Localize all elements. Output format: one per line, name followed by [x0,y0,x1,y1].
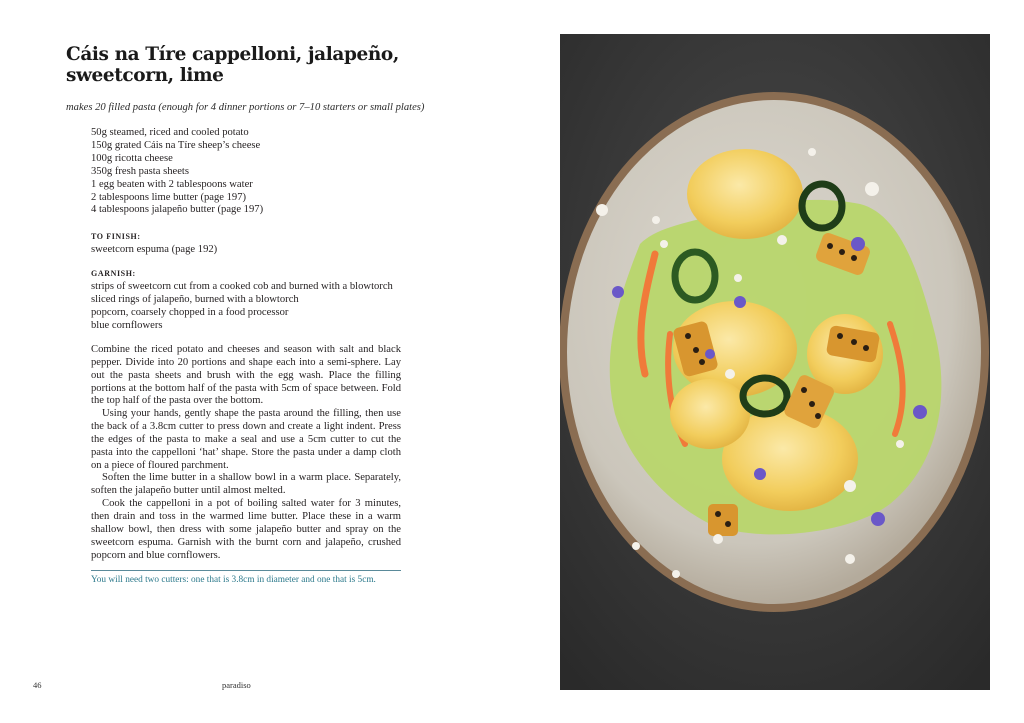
running-head: paradiso [222,680,251,690]
ingredient-item: 150g grated Cáis na Tíre sheep’s cheese [91,139,261,151]
ingredient-item: 2 tablespoons lime butter (page 197) [91,191,247,203]
ingredient-item: 100g ricotta cheese [91,152,173,164]
garnish-item: strips of sweetcorn cut from a cooked cob and burned with a blowtorch [91,280,393,292]
garnish-item: blue cornflowers [91,319,163,331]
method-text [91,344,401,562]
page-number: 46 [33,680,42,690]
to-finish-item: sweetcorn espuma (page 192) [91,243,218,255]
to-finish-section [91,231,217,257]
cappelloni [670,379,750,449]
cutter-tip: You will need two cutters: one that is 3.8cm in diameter and one that is 5cm. [91,575,376,585]
method-paragraph: Combine the riced potato and cheeses and season with salt and black pepper. Divide into 20 portions and shape each into a semi-sphere. Lay out the pasta sheets and brush with the egg wash. Place the filling portions at the bottom half of the pasta with 5cm of space between. Fold the top half of the pasta over the bottom. [91,344,401,407]
garnish-item: sliced rings of jalapeño, burned with a blowtorch [91,293,299,305]
method-paragraph: Cook the cappelloni in a pot of boiling salted water for 3 minutes, then drain and toss in the warmed lime butter. Place these in a warm shallow bowl, then dress with some jalapeño butter and spray on the sweetcorn espuma. Garnish with the burnt corn and jalapeño, crushed popcorn and blue cornflowers. [91,498,401,561]
ingredient-list [91,127,411,217]
ingredient-item: 1 egg beaten with 2 tablespoons water [91,178,253,190]
cappelloni [687,149,803,239]
garnish-section [91,268,393,333]
dish-photo [560,34,990,690]
method-paragraph: Using your hands, gently shape the pasta around the filling, then use the back of a 3.8cm cutter to press down and create a light indent. Press the edges of the pasta to make a seal and use a 5cm cutter to cut the pasta into the cappelloni ‘hat’ shape. Store the pasta under a damp cloth on a piece of floured parchment. [91,408,401,471]
recipe-title: Cáis na Tíre cappelloni, jalapeño, sweetcorn, lime [66,44,399,86]
to-finish-label: TO FINISH: [91,232,141,241]
ingredient-item: 50g steamed, riced and cooled potato [91,127,249,138]
recipe-yield: makes 20 filled pasta (enough for 4 dinner portions or 7–10 starters or small plates) [66,102,425,113]
ingredient-item: 4 tablespoons jalapeño butter (page 197) [91,204,264,216]
tip-divider [91,570,401,571]
garnish-list [91,281,393,333]
ingredient-item: 350g fresh pasta sheets [91,165,189,177]
garnish-label: GARNISH: [91,269,136,278]
burnt-corn-strip [708,504,738,536]
method-paragraph: Soften the lime butter in a shallow bowl in a warm place. Separately, soften the jalapeño butter until almost melted. [91,472,401,497]
garnish-item: popcorn, coarsely chopped in a food processor [91,306,289,318]
